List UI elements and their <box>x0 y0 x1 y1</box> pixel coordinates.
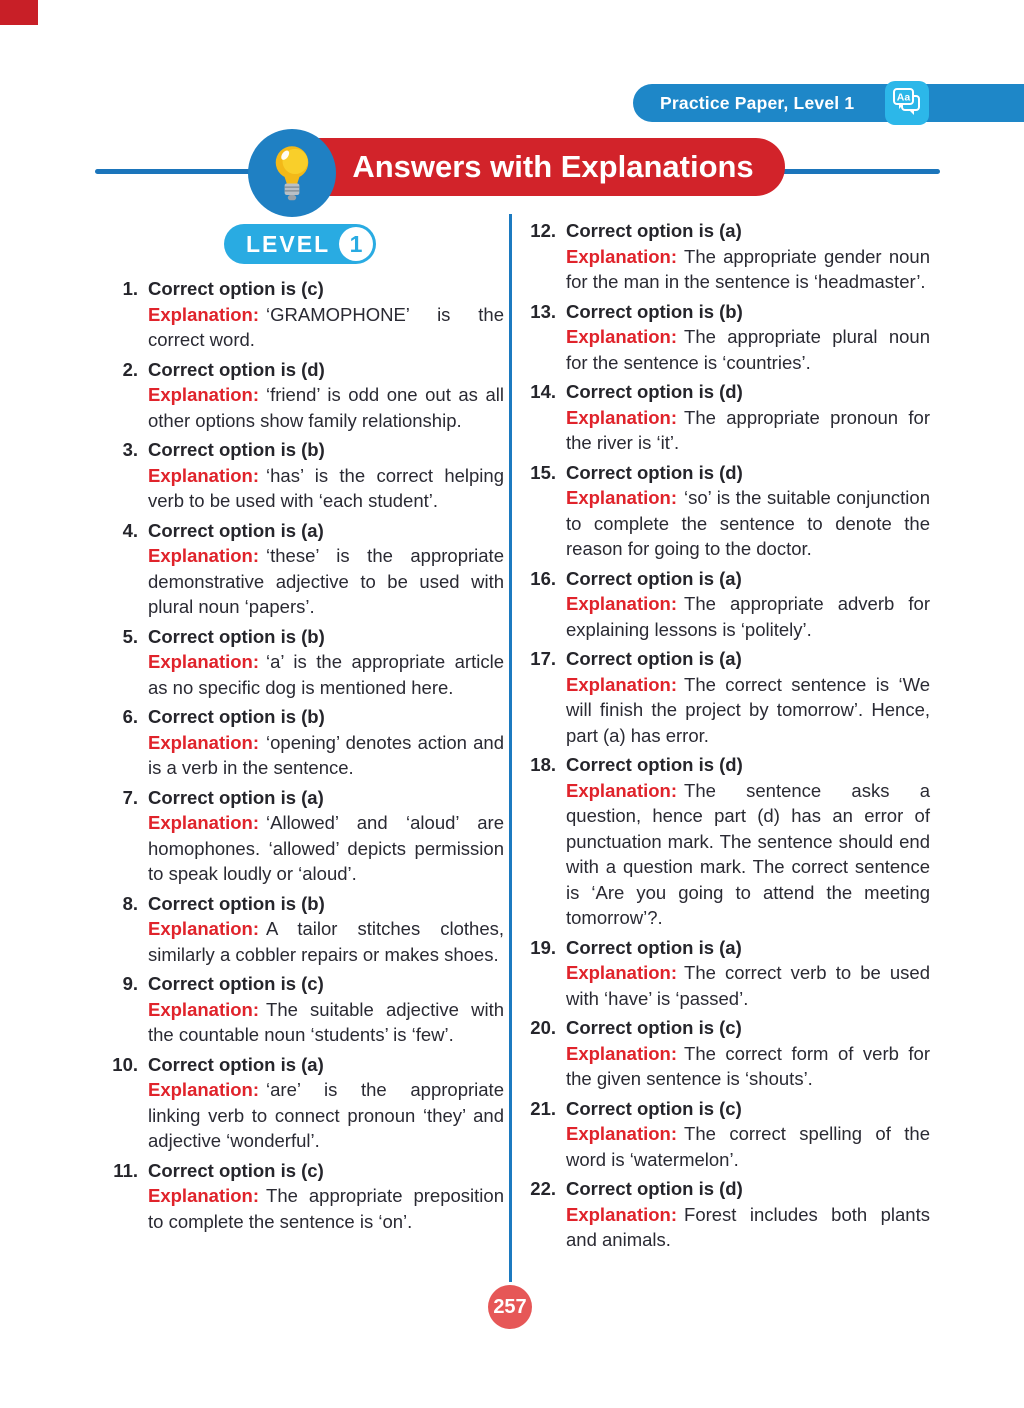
answer-title: Correct option is (b) <box>148 625 325 647</box>
lightbulb-icon <box>271 143 313 203</box>
answer-number: 22. <box>530 1178 556 1199</box>
answer-explanation <box>566 778 930 931</box>
answer-explanation <box>148 810 504 887</box>
explanation-label: Explanation: <box>566 1123 678 1144</box>
answer-title: Correct option is (b) <box>148 892 325 914</box>
explanation-label: Explanation: <box>566 593 678 614</box>
practice-paper-badge <box>633 84 1024 122</box>
answers-column-left <box>104 276 504 1238</box>
answer-title: Correct option is (a) <box>566 567 742 589</box>
answer-item <box>104 1052 504 1154</box>
answer-explanation <box>566 1121 930 1172</box>
answer-item <box>104 518 504 620</box>
explanation-text: A tailor stitches clothes, similarly a cobbler repairs or makes shoes. <box>148 918 504 965</box>
answer-item <box>104 1158 504 1235</box>
aa-glyph: Aa <box>896 91 911 104</box>
explanation-label: Explanation: <box>148 731 260 753</box>
answer-explanation <box>148 1183 504 1234</box>
answer-number: 8. <box>122 892 138 914</box>
answer-explanation <box>148 997 504 1048</box>
answer-explanation <box>148 730 504 781</box>
explanation-label: Explanation: <box>566 1042 678 1064</box>
answer-item <box>522 1176 930 1253</box>
explanation-text: The correct form of verb for the given sentence is ‘shouts’. <box>566 1042 930 1089</box>
answer-explanation <box>566 960 930 1011</box>
explanation-label: Explanation: <box>148 812 260 833</box>
answer-title: Correct option is (a) <box>566 220 742 241</box>
explanation-label: Explanation: <box>148 303 260 325</box>
answer-item <box>104 891 504 968</box>
answer-number: 2. <box>122 358 138 380</box>
language-aa-icon <box>885 81 929 125</box>
answers-column-right <box>522 218 930 1257</box>
level-label: LEVEL <box>246 230 331 257</box>
answer-number: 7. <box>122 786 138 808</box>
explanation-label: Explanation: <box>148 918 260 939</box>
explanation-text: ‘Allowed’ and ‘aloud’ are homophones. ‘allowed’ depicts permission to speak loudly or ‘aloud’. <box>148 812 504 884</box>
answer-item <box>104 704 504 781</box>
answer-number: 10. <box>112 1053 138 1075</box>
answer-item <box>522 646 930 748</box>
answer-number: 19. <box>530 936 556 958</box>
answer-title: Correct option is (b) <box>148 706 325 727</box>
answer-title: Correct option is (d) <box>566 1178 743 1199</box>
answer-number: 11. <box>113 1159 138 1181</box>
explanation-text: ‘GRAMOPHONE’ is the correct word. <box>148 303 504 350</box>
explanation-label: Explanation: <box>566 326 678 347</box>
explanation-text: ‘are’ is the appropriate linking verb to connect pronoun ‘they’ and adjective ‘wonderful’. <box>148 1079 504 1151</box>
corner-tab <box>0 0 38 25</box>
answer-number: 18. <box>530 754 556 775</box>
answer-explanation <box>148 463 504 514</box>
answer-explanation <box>566 324 930 375</box>
explanation-text: ‘opening’ denotes action and is a verb in the sentence. <box>148 731 504 778</box>
page-title-banner <box>263 138 785 196</box>
answer-number: 4. <box>122 519 138 541</box>
level-number-circle: 1 <box>339 227 373 261</box>
explanation-text: Forest includes both plants and animals. <box>566 1203 930 1250</box>
answer-explanation <box>148 543 504 620</box>
answer-title: Correct option is (c) <box>566 1017 742 1038</box>
explanation-text: The sentence asks a question, hence part (d) has an error of punctuation mark. The sentence should end with a question mark. The correct sentence is ‘Are you going to attend the meeting tomorrow’?. <box>566 779 930 928</box>
explanation-label: Explanation: <box>148 545 260 566</box>
answer-item <box>522 566 930 643</box>
explanation-label: Explanation: <box>566 406 678 428</box>
explanation-text: ‘a’ is the appropriate article as no specific dog is mentioned here. <box>148 651 504 698</box>
page-number-badge <box>488 1285 532 1329</box>
answer-title: Correct option is (a) <box>148 786 324 808</box>
answer-title: Correct option is (d) <box>566 754 743 775</box>
answer-title: Correct option is (a) <box>566 648 742 669</box>
answer-explanation <box>566 672 930 749</box>
explanation-label: Explanation: <box>566 487 678 508</box>
answer-title: Correct option is (b) <box>148 439 325 460</box>
answer-item <box>522 1015 930 1092</box>
answer-item <box>104 785 504 887</box>
explanation-label: Explanation: <box>148 1185 260 1206</box>
explanation-label: Explanation: <box>148 1079 260 1100</box>
explanation-label: Explanation: <box>148 384 260 405</box>
page-title: Answers with Explanations <box>352 149 754 184</box>
answer-number: 9. <box>122 973 138 994</box>
answer-number: 6. <box>122 706 138 727</box>
answer-number: 3. <box>122 439 138 460</box>
explanation-text: The correct sentence is ‘We will finish the project by tomorrow’. Hence, part (a) has error. <box>566 673 930 746</box>
answer-item <box>104 276 504 353</box>
answer-number: 12. <box>530 220 556 241</box>
answer-item <box>522 935 930 1012</box>
explanation-text: The appropriate pronoun for the river is ‘it’. <box>566 406 930 453</box>
answer-item <box>104 357 504 434</box>
answer-number: 16. <box>530 567 556 589</box>
answer-explanation <box>566 1041 930 1092</box>
explanation-label: Explanation: <box>148 464 260 486</box>
answer-item <box>104 624 504 701</box>
answer-item <box>522 1096 930 1173</box>
explanation-text: The appropriate adverb for explaining lessons is ‘politely’. <box>566 593 930 640</box>
answer-item <box>522 752 930 931</box>
explanation-label: Explanation: <box>566 779 678 801</box>
answer-number: 13. <box>530 300 556 322</box>
answer-title: Correct option is (d) <box>566 461 743 483</box>
answer-explanation <box>566 485 930 562</box>
answer-item <box>522 460 930 562</box>
answer-item <box>104 437 504 514</box>
answer-explanation <box>148 382 504 433</box>
explanation-text: The correct verb to be used with ‘have’ is ‘passed’. <box>566 962 930 1009</box>
answer-number: 15. <box>530 461 556 483</box>
answer-number: 5. <box>122 625 138 647</box>
explanation-text: The correct spelling of the word is ‘watermelon’. <box>566 1123 930 1170</box>
answer-title: Correct option is (c) <box>148 973 324 994</box>
explanation-text: ‘these’ is the appropriate demonstrative adjective to be used with plural noun ‘papers’. <box>148 545 504 617</box>
answer-explanation <box>566 591 930 642</box>
explanation-label: Explanation: <box>566 673 678 695</box>
answer-title: Correct option is (d) <box>148 358 325 380</box>
level-badge <box>224 224 376 264</box>
answer-title: Correct option is (b) <box>566 300 743 322</box>
answer-number: 21. <box>530 1097 556 1119</box>
answer-title: Correct option is (a) <box>566 936 742 958</box>
lightbulb-medallion <box>248 129 336 217</box>
answer-title: Correct option is (a) <box>148 1053 324 1075</box>
answer-title: Correct option is (d) <box>566 381 743 402</box>
explanation-text: The suitable adjective with the countable noun ‘students’ is ‘few’. <box>148 998 504 1045</box>
explanation-text: ‘friend’ is odd one out as all other options show family relationship. <box>148 384 504 431</box>
answer-item <box>522 379 930 456</box>
explanation-text: The appropriate gender noun for the man in the sentence is ‘headmaster’. <box>566 245 930 292</box>
answer-explanation <box>566 405 930 456</box>
answer-title: Correct option is (c) <box>148 278 324 299</box>
answer-explanation <box>148 1077 504 1154</box>
answer-explanation <box>148 916 504 967</box>
explanation-label: Explanation: <box>566 1203 678 1225</box>
column-divider <box>509 214 512 1282</box>
answer-explanation <box>566 1202 930 1253</box>
answer-item <box>104 971 504 1048</box>
answer-explanation <box>566 244 930 295</box>
practice-paper-label: Practice Paper, Level 1 <box>660 92 855 113</box>
answer-title: Correct option is (a) <box>148 519 324 541</box>
answer-number: 17. <box>530 648 556 669</box>
explanation-label: Explanation: <box>566 245 678 267</box>
explanation-label: Explanation: <box>148 998 260 1020</box>
answer-item <box>522 218 930 295</box>
explanation-text: ‘so’ is the suitable conjunction to complete the sentence to denote the reason for going to the doctor. <box>566 487 930 559</box>
explanation-label: Explanation: <box>566 962 678 983</box>
explanation-label: Explanation: <box>148 651 260 672</box>
answer-explanation <box>148 302 504 353</box>
explanation-text: The appropriate plural noun for the sentence is ‘countries’. <box>566 326 930 373</box>
answer-number: 14. <box>530 381 556 402</box>
answer-item <box>522 299 930 376</box>
answer-number: 20. <box>530 1017 556 1038</box>
answer-title: Correct option is (c) <box>566 1097 742 1119</box>
page-number: 257 <box>493 1295 527 1318</box>
answer-number: 1. <box>122 278 138 299</box>
answer-title: Correct option is (c) <box>148 1159 324 1181</box>
explanation-text: ‘has’ is the correct helping verb to be used with ‘each student’. <box>148 464 504 511</box>
explanation-text: The appropriate preposition to complete the sentence is ‘on’. <box>148 1185 504 1232</box>
answer-explanation <box>148 649 504 700</box>
